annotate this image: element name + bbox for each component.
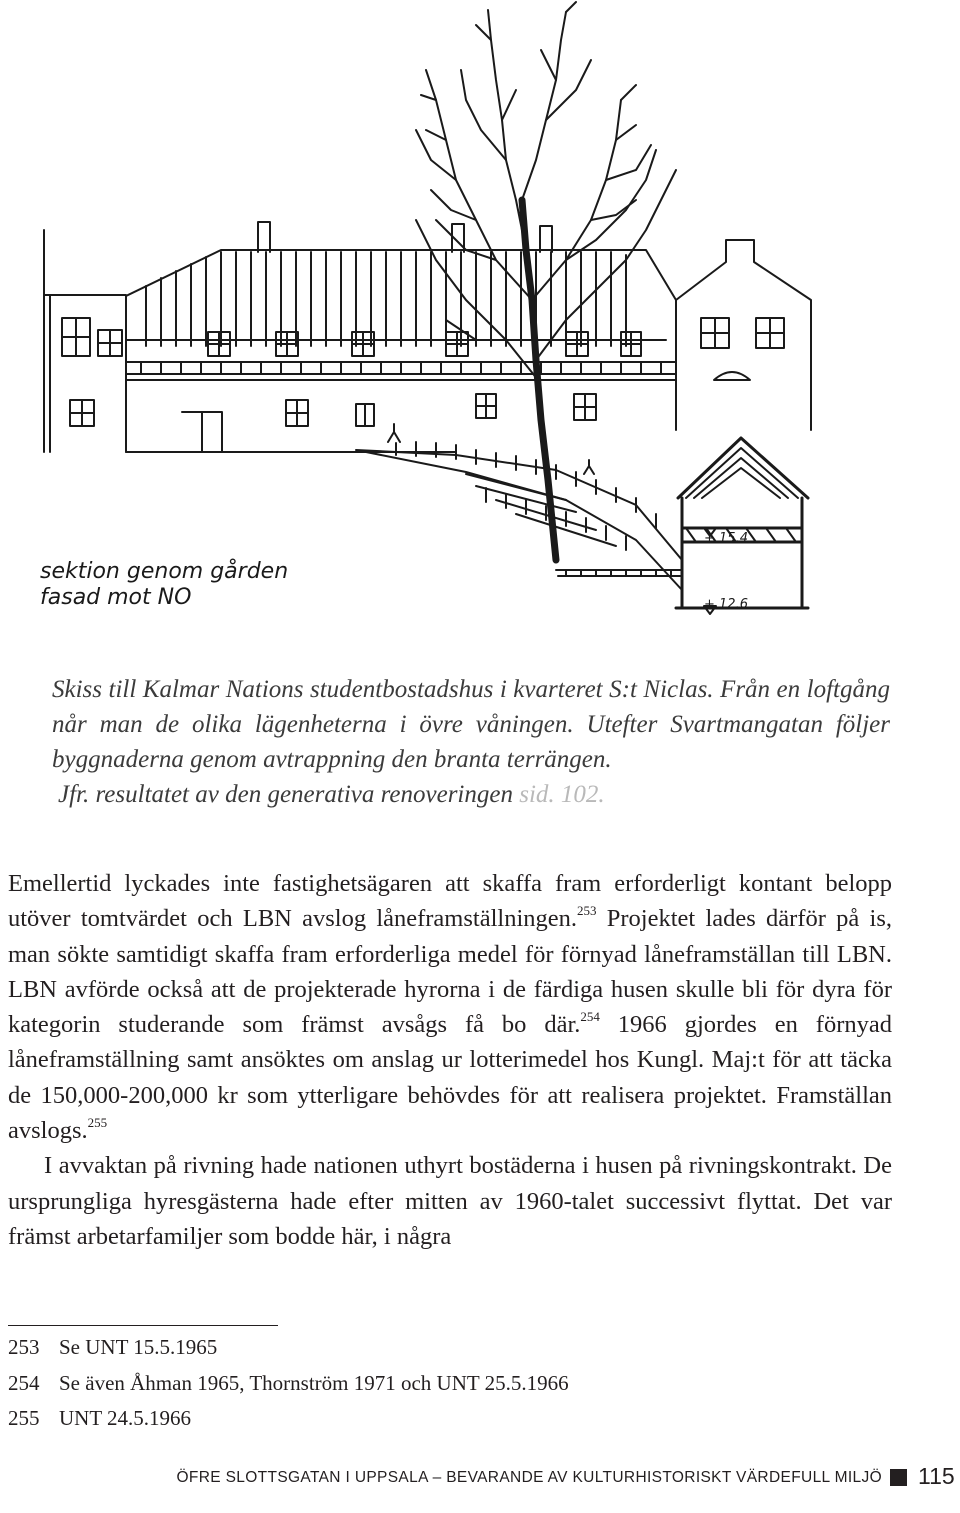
- paragraph-2: I avvaktan på rivning hade nationen uthyrt bostäderna i husen på rivningskontrakt. De ursprungliga hyresgästerna hade efter mitten av 1960-talet successivt flyttat. Det var främst arbetarfamiljer som bodde här, i några: [8, 1152, 892, 1250]
- footnote-253: [8, 1333, 569, 1369]
- caption-reference: [52, 777, 890, 812]
- footnote-255: [8, 1404, 569, 1440]
- footnote-number: 255: [8, 1406, 40, 1430]
- caption-text: Skiss till Kalmar Nations studentbostadshus i kvarteret S:t Niclas. Från en loftgång når man de olika lägenheterna i övre våningen. Utefter Svartmangatan följer byggnaderna genom avtrappning den branta terrängen.: [52, 676, 890, 773]
- caption-jfr-text: Jfr. resultatet av den generativa renoveringen: [58, 781, 513, 808]
- caption-page-link[interactable]: sid. 102.: [519, 781, 605, 808]
- sketch-handwriting-line1: sektion genom gården: [40, 559, 289, 584]
- footnote-number: 254: [8, 1370, 40, 1395]
- figure-caption: [52, 672, 890, 812]
- paragraph-1-part-c: 1966 gjordes en förnyad låneframställning samt ansöktes om anslag ur lotterimedel hos Kungl. Maj:t för att täcka de 150,000-200,000 kr som ytterligare behövdes för att realisera projektet. Framställan avslogs.: [8, 1011, 892, 1145]
- sketch-handwriting-line2: fasad mot NO: [40, 585, 192, 610]
- footnote-text: Se UNT 15.5.1965: [59, 1335, 218, 1359]
- footnote-number: 253: [8, 1335, 40, 1359]
- page-number: 115: [918, 1463, 955, 1489]
- architectural-sketch: [36, 0, 926, 650]
- footnote-text: UNT 24.5.1966: [59, 1406, 192, 1430]
- page-footer: [0, 1462, 960, 1492]
- running-title: ÖFRE SLOTTSGATAN I UPPSALA – BEVARANDE AV KULTURHISTORISKT VÄRDEFULL MILJÖ: [176, 1469, 882, 1486]
- body-text: [8, 866, 892, 1254]
- square-marker-icon: [890, 1469, 907, 1486]
- footnotes: [8, 1333, 569, 1440]
- footnote-254: [8, 1369, 569, 1405]
- sketch-level-upper: + 15.4: [704, 531, 748, 546]
- sketch-level-lower: + 12.6: [704, 597, 748, 612]
- footnote-ref-253[interactable]: 253: [577, 903, 597, 919]
- footnote-text: Se även Åhman 1965, Thornström 1971 och UNT 25.5.1966: [59, 1370, 569, 1395]
- footnote-ref-254[interactable]: 254: [580, 1009, 600, 1025]
- paragraph-1: [8, 866, 892, 1148]
- paragraph-1-part-a: Emellertid lyckades inte fastighetsägaren att skaffa fram erforderligt kontant belopp utöver tomtvärdet och LBN avslog låneframställningen.: [8, 870, 892, 933]
- paragraph-1-part-b: Projektet lades därför på is, man sökte samtidigt skaffa fram erforderliga medel för förnyad låneframställan till LBN. LBN avförde också att de projekterade hyrorna i de färdiga husen skulle bli för dyra för kategorin studerande som främst avsågs få bo där.: [8, 905, 892, 1039]
- footnote-divider: [8, 1325, 278, 1326]
- footnote-ref-255[interactable]: 255: [87, 1115, 108, 1131]
